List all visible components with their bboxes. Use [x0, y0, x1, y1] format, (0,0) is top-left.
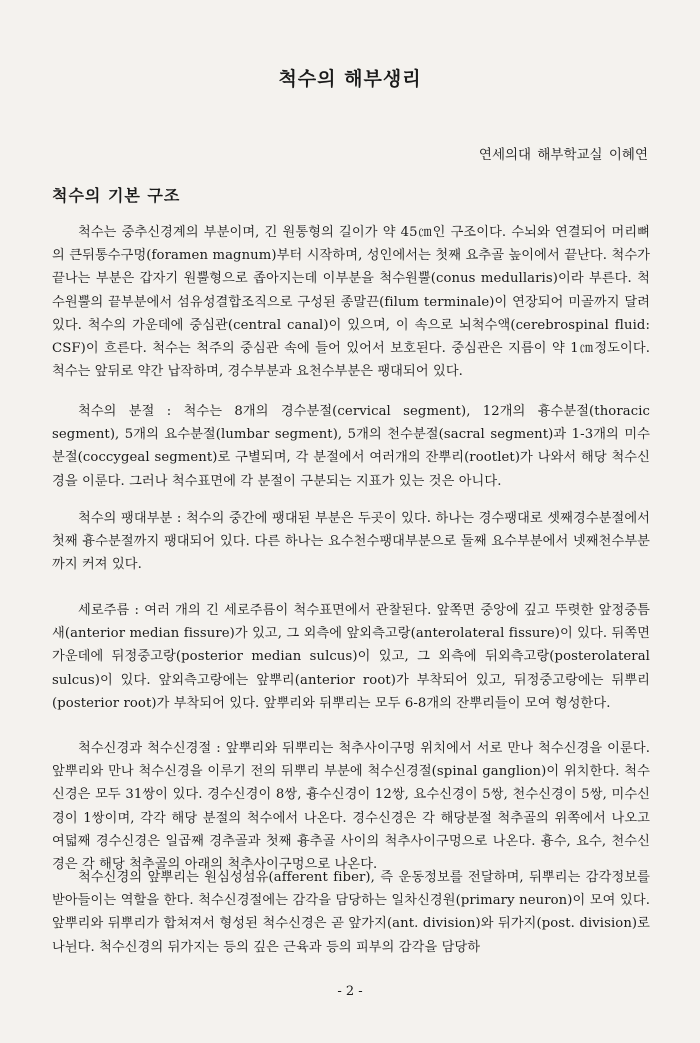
- paragraph-basic-structure: 척수는 중추신경계의 부분이며, 긴 원통형의 길이가 약 45㎝인 구조이다. 수뇌와 연결되어 머리뼈의 큰뒤통수구멍(foramen magnum)부터 시작하며, 성인에서는 첫째 요추골 높이에서 끝난다. 척수가 끝나는 부분은 갑자기 원뿔형으로 좁아지는데 이부분을 척수원뿔(conus medullaris)이라 부른다. 척수원뿔의 끝부분에서 섬유성결합조직으로 구성된 종말끈(filum terminale)이 연장되어 미골까지 달려 있다. 척수의 가운데에 중심관(central canal)이 있으며, 이 속으로 뇌척수액(cerebrospinal fluid: CSF)이 흐른다. 척수는 척주의 중심관 속에 들어 있어서 보호된다. 중심관은 지름이 약 1㎝정도이다. 척수는 앞뒤로 약간 납작하며, 경수부분과 요천수부분은 팽대되어 있다.: [52, 225, 650, 380]
- paragraph-longitudinal-grooves: 세로주름 : 여러 개의 긴 세로주름이 척수표면에서 관찰된다. 앞쪽면 중앙에 깊고 뚜렷한 앞정중틈새(anterior median fissure)가 있고, 그 외측에 앞외측고랑(anterolateral fissure)이 있다. 뒤쪽면 가운데에 뒤정중고랑(posterior median sulcus)이 있고, 그 외측에 뒤외측고랑(posterolateral sulcus)이 있다. 앞외측고랑에는 앞뿌리(anterior root)가 부착되어 있고, 뒤정중고랑에는 뒤뿌리(posterior root)가 부착되어 있다. 앞뿌리와 뒤뿌리는 모두 6-8개의 잔뿌리들이 모여 형성한다.: [52, 603, 650, 711]
- paragraph-nerve-roots: 척수신경의 앞뿌리는 원심성섬유(afferent fiber), 즉 운동정보를 전달하며, 뒤뿌리는 감각정보를 받아들이는 역할을 한다. 척수신경절에는 감각을 담당하는 일차신경원(primary neuron)이 모여 있다. 앞뿌리와 뒤뿌리가 합쳐져서 형성된 척수신경은 곧 앞가지(ant. division)와 뒤가지(post. division)로 나뉜다. 척수신경의 뒤가지는 등의 깊은 근육과 등의 피부의 감각을 담당하: [52, 870, 650, 955]
- section-heading: 척수의 기본 구조: [52, 186, 181, 205]
- author-line: 연세의대 해부학교실 이혜연: [478, 147, 648, 163]
- paragraph-segments: 척수의 분절 : 척수는 8개의 경수분절(cervical segment), 12개의 흉수분절(thoracic segment), 5개의 요수분절(lumbar segment), 5개의 천수분절(sacral segment)과 1-3개의 미수분절(coccygeal segment)로 구별되며, 각 분절에서 여러개의 잔뿌리(rootlet)가 나와서 해당 척수신경을 이룬다. 그러나 척수표면에 각 분절이 구분되는 지표가 있는 것은 아니다.: [52, 404, 650, 489]
- paragraph-enlargements: 척수의 팽대부분 : 척수의 중간에 팽대된 부분은 두곳이 있다. 하나는 경수팽대로 셋째경수분절에서 첫째 흉수분절까지 팽대되어 있다. 다른 하나는 요수천수팽대부분으로 둘째 요수부분에서 넷째천수부분까지 커져 있다.: [52, 511, 650, 573]
- paragraph-spinal-nerves: 척수신경과 척수신경절 : 앞뿌리와 뒤뿌리는 척추사이구멍 위치에서 서로 만나 척수신경을 이룬다. 앞뿌리와 만나 척수신경을 이루기 전의 뒤뿌리 부분에 척수신경절(spinal ganglion)이 위치한다. 척수신경은 모두 31쌍이 있다. 경수신경이 8쌍, 흉수신경이 12쌍, 요수신경이 5쌍, 천수신경이 5쌍, 미수신경이 1쌍이며, 각각 해당 분절의 척수에서 나온다. 경수신경은 각 해당분절 척추골의 위쪽에서 나오고 여덟째 경수신경은 일곱째 경추골과 첫째 흉추골 사이의 척추사이구멍으로 나온다. 흉수, 요수, 천수신경은 각 해당 척추골의 아래의 척추사이구멍으로 나온다.: [52, 741, 650, 873]
- page-number: - 2 -: [337, 984, 363, 999]
- page-title: 척수의 해부생리: [278, 68, 422, 90]
